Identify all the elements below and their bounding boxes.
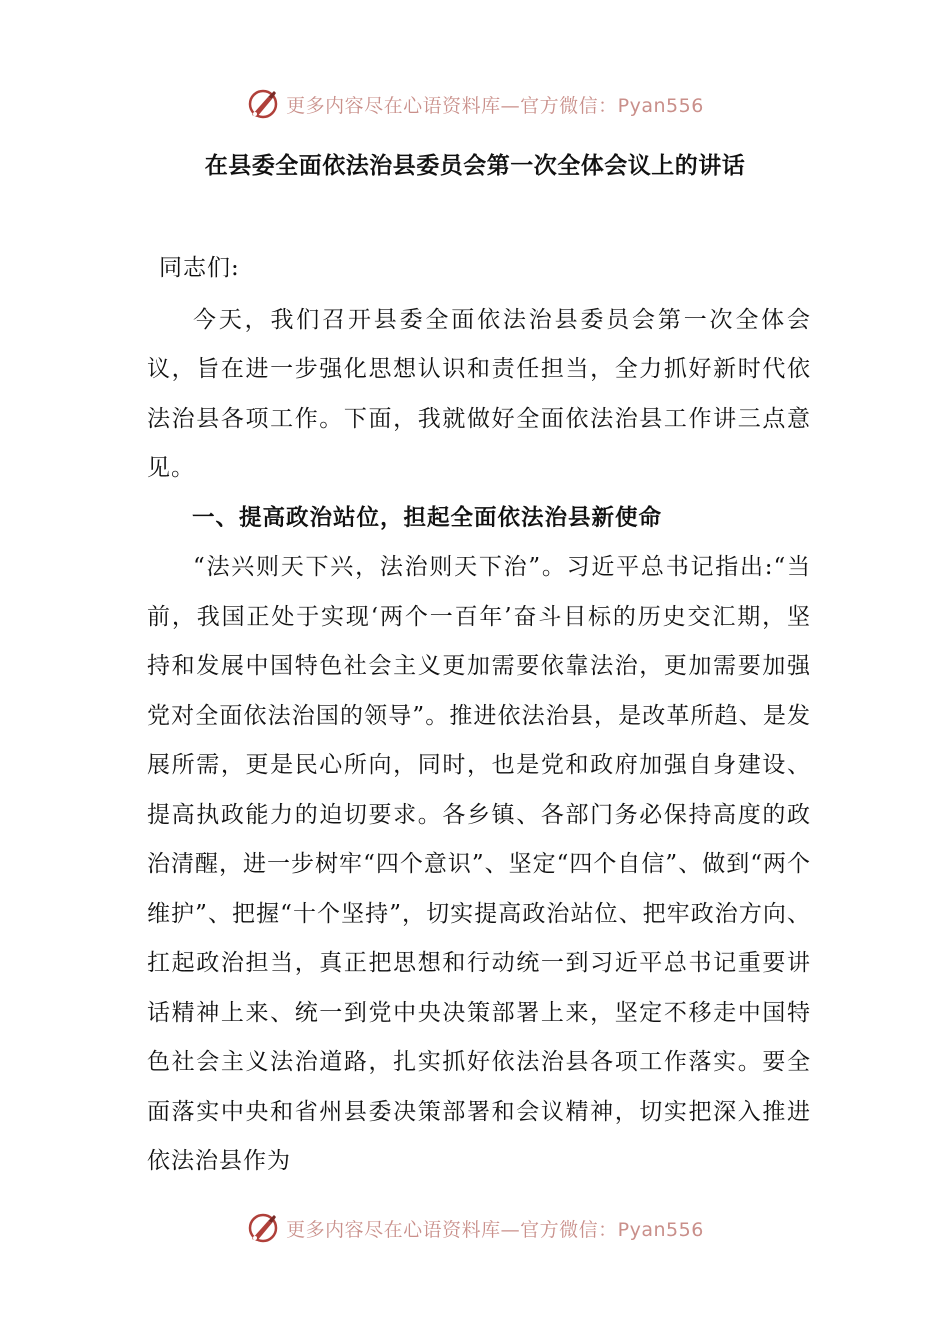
watermark-banner-top <box>0 84 950 124</box>
watermark-text: 更多内容尽在心语资料库—官方微信：Pyan556 <box>286 94 704 117</box>
section-1-paragraph: “法兴则天下兴，法治则天下治”。习近平总书记指出:“当前，我国正处于实现‘两个一百年’奋斗目标的历史交汇期，坚持和发展中国特色社会主义更加需要依靠法治，更加需要加强党对全面依法治国的领导”。推进依法治县，是改革所趋、是发展所需，更是民心所向，同时，也是党和政府加强自身建设、提高执政能力的迫切要求。各乡镇、各部门务必保持高度的政治清醒，进一步树牢“四个意识”、坚定“四个自信”、做到“两个维护”、把握“十个坚持”，切实提高政治站位、把牢政治方向、扛起政治担当，真正把思想和行动统一到习近平总书记重要讲话精神上来、统一到党中央决策部署上来，坚定不移走中国特色社会主义法治道路，扎实抓好依法治县各项工作落实。要全面落实中央和省州县委决策部署和会议精神，切实把深入推进依法治县作为 <box>147 554 811 1174</box>
document-title: 在县委全面依法治县委员会第一次全体会议上的讲话 <box>204 152 746 179</box>
intro-paragraph: 今天，我们召开县委全面依法治县委员会第一次全体会议，旨在进一步强化思想认识和责任担当，全力抓好新时代依法治县各项工作。下面，我就做好全面依法治县工作讲三点意见。 <box>147 306 811 481</box>
pen-logo-icon <box>246 87 280 121</box>
watermark-text: 更多内容尽在心语资料库—官方微信：Pyan556 <box>286 1218 704 1241</box>
document-body <box>147 244 811 1187</box>
greeting: 同志们: <box>159 255 240 281</box>
watermark-banner-bottom <box>0 1208 950 1248</box>
pen-logo-icon <box>246 1211 280 1245</box>
section-heading-1: 一、提高政治站位，担起全面依法治县新使命 <box>192 504 663 531</box>
